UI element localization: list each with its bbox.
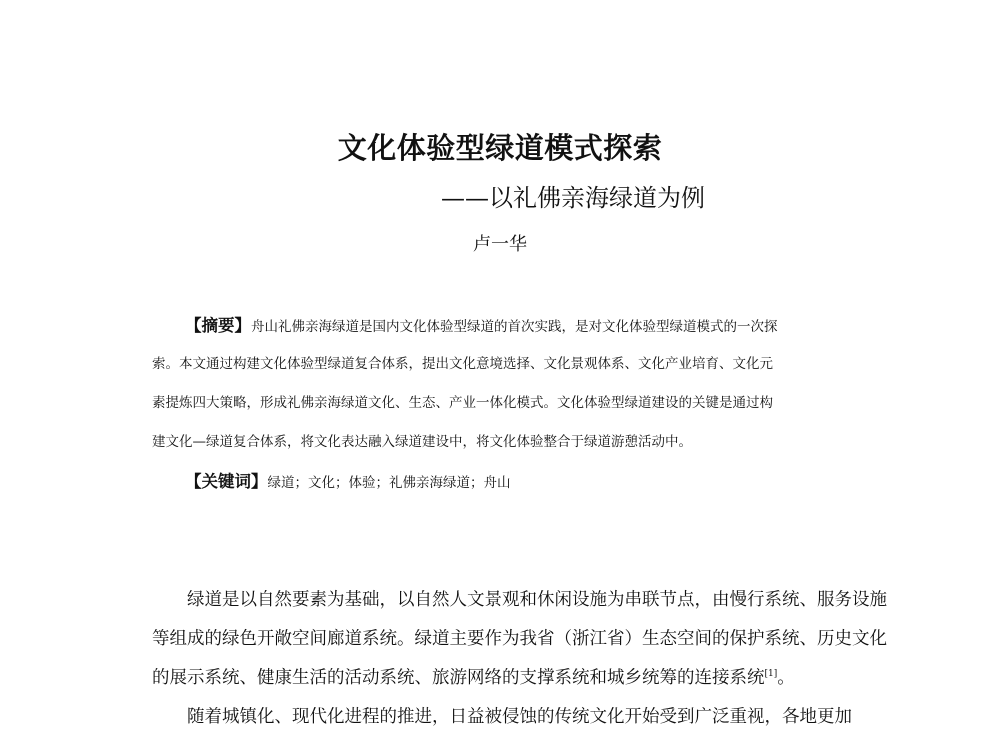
abstract-line-3: 素提炼四大策略，形成礼佛亲海绿道文化、生态、产业一体化模式。文化体验型绿道建设的关键是通过构 bbox=[152, 395, 773, 411]
abstract-line-4: 建文化—绿道复合体系，将文化表达融入绿道建设中，将文化体验整合于绿道游憩活动中。 bbox=[152, 434, 692, 450]
abstract-line-2: 索。本文通过构建文化体验型绿道复合体系，提出文化意境选择、文化景观体系、文化产业培育、文化元 bbox=[152, 356, 773, 372]
abstract-text-1: 舟山礼佛亲海绿道是国内文化体验型绿道的首次实践，是对文化体验型绿道模式的一次探 bbox=[251, 319, 778, 335]
author-name: 卢一华 bbox=[473, 234, 527, 255]
body-line-2: 等组成的绿色开敞空间廊道系统。绿道主要作为我省（浙江省）生态空间的保护系统、历史文化 bbox=[152, 629, 887, 649]
body-line-3 bbox=[152, 659, 852, 698]
body-line-3-end: 。 bbox=[777, 668, 795, 688]
body-line-4: 随着城镇化、现代化进程的推进，日益被侵蚀的传统文化开始受到广泛重视，各地更加 bbox=[187, 707, 852, 727]
body-line-1: 绿道是以自然要素为基础，以自然人文景观和休闲设施为串联节点，由慢行系统、服务设施 bbox=[187, 590, 887, 610]
abstract-section bbox=[152, 306, 852, 462]
body-section bbox=[152, 581, 887, 737]
keywords-text: 绿道；文化；体验；礼佛亲海绿道；舟山 bbox=[267, 475, 511, 491]
body-line-3-text: 的展示系统、健康生活的活动系统、旅游网络的支撑系统和城乡统筹的连接系统 bbox=[152, 668, 765, 688]
paper-title: 文化体验型绿道模式探索 bbox=[337, 131, 663, 165]
keywords-section bbox=[185, 464, 511, 501]
abstract-line-1 bbox=[152, 306, 852, 345]
abstract-label: 【摘要】 bbox=[185, 316, 251, 335]
paper-subtitle: ——以礼佛亲海绿道为例 bbox=[441, 184, 705, 212]
keywords-label: 【关键词】 bbox=[185, 472, 268, 491]
citation-reference: [1] bbox=[764, 669, 778, 680]
